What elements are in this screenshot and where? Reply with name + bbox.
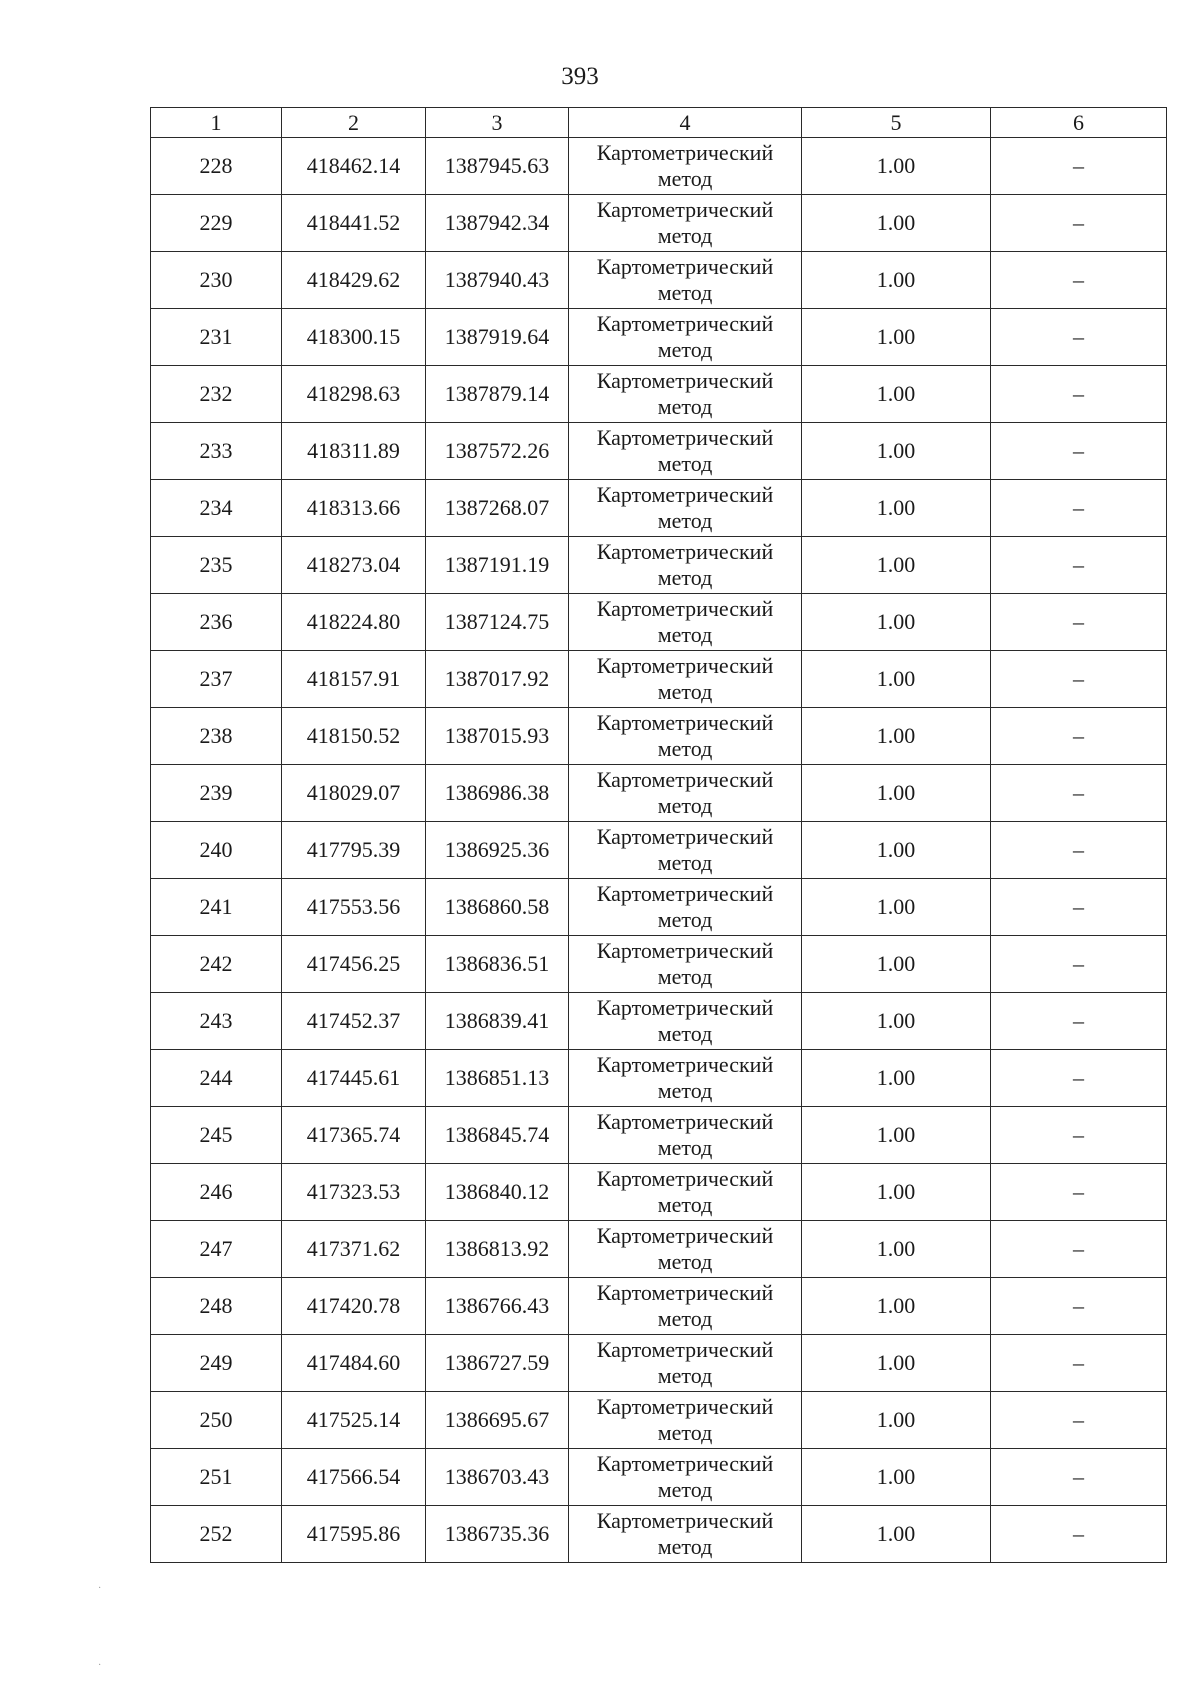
- method-line-2: метод: [657, 1078, 713, 1103]
- accuracy-cell: 1.00: [802, 1164, 991, 1221]
- point-number-cell: 232: [151, 366, 282, 423]
- note-cell: –: [991, 993, 1167, 1050]
- method-cell: [569, 765, 802, 822]
- scan-artifact: ·: [98, 1583, 102, 1594]
- point-number-cell: 236: [151, 594, 282, 651]
- x-coordinate-cell: 418273.04: [282, 537, 426, 594]
- point-number-cell: 243: [151, 993, 282, 1050]
- method-cell: [569, 651, 802, 708]
- method-line-1: Картометрический: [596, 767, 774, 792]
- table-row: [151, 1278, 1167, 1335]
- table-row: [151, 138, 1167, 195]
- method-line-2: метод: [657, 1135, 713, 1160]
- x-coordinate-cell: 417553.56: [282, 879, 426, 936]
- table-body: [151, 138, 1167, 1563]
- note-cell: –: [991, 252, 1167, 309]
- x-coordinate-cell: 418462.14: [282, 138, 426, 195]
- point-number-cell: 234: [151, 480, 282, 537]
- method-cell: [569, 879, 802, 936]
- method-cell: [569, 366, 802, 423]
- accuracy-cell: 1.00: [802, 138, 991, 195]
- table-row: [151, 1164, 1167, 1221]
- accuracy-cell: 1.00: [802, 195, 991, 252]
- x-coordinate-cell: 418441.52: [282, 195, 426, 252]
- method-cell: [569, 138, 802, 195]
- x-coordinate-cell: 417445.61: [282, 1050, 426, 1107]
- y-coordinate-cell: 1387945.63: [426, 138, 569, 195]
- method-cell: [569, 423, 802, 480]
- y-coordinate-cell: 1386727.59: [426, 1335, 569, 1392]
- y-coordinate-cell: 1386840.12: [426, 1164, 569, 1221]
- method-line-1: Картометрический: [596, 881, 774, 906]
- note-cell: –: [991, 195, 1167, 252]
- note-cell: –: [991, 594, 1167, 651]
- note-cell: –: [991, 1164, 1167, 1221]
- method-line-2: метод: [657, 1534, 713, 1559]
- note-cell: –: [991, 1278, 1167, 1335]
- accuracy-cell: 1.00: [802, 651, 991, 708]
- accuracy-cell: 1.00: [802, 1278, 991, 1335]
- method-cell: [569, 1392, 802, 1449]
- x-coordinate-cell: 418224.80: [282, 594, 426, 651]
- method-cell: [569, 1107, 802, 1164]
- note-cell: –: [991, 480, 1167, 537]
- table-row: [151, 1050, 1167, 1107]
- method-line-1: Картометрический: [596, 938, 774, 963]
- x-coordinate-cell: 417365.74: [282, 1107, 426, 1164]
- point-number-cell: 229: [151, 195, 282, 252]
- method-line-2: метод: [657, 964, 713, 989]
- note-cell: –: [991, 879, 1167, 936]
- y-coordinate-cell: 1387268.07: [426, 480, 569, 537]
- method-cell: [569, 1221, 802, 1278]
- table-row: [151, 594, 1167, 651]
- note-cell: –: [991, 309, 1167, 366]
- method-line-1: Картометрический: [596, 995, 774, 1020]
- method-line-2: метод: [657, 508, 713, 533]
- method-line-1: Картометрический: [596, 653, 774, 678]
- x-coordinate-cell: 417566.54: [282, 1449, 426, 1506]
- method-cell: [569, 1335, 802, 1392]
- note-cell: –: [991, 1506, 1167, 1563]
- table-row: [151, 879, 1167, 936]
- method-cell: [569, 936, 802, 993]
- x-coordinate-cell: 418029.07: [282, 765, 426, 822]
- header-col-2: 2: [282, 108, 426, 138]
- point-number-cell: 246: [151, 1164, 282, 1221]
- y-coordinate-cell: 1387879.14: [426, 366, 569, 423]
- method-cell: [569, 1164, 802, 1221]
- method-line-1: Картометрический: [596, 1280, 774, 1305]
- point-number-cell: 228: [151, 138, 282, 195]
- accuracy-cell: 1.00: [802, 708, 991, 765]
- note-cell: –: [991, 1335, 1167, 1392]
- method-cell: [569, 1506, 802, 1563]
- y-coordinate-cell: 1386836.51: [426, 936, 569, 993]
- note-cell: –: [991, 1392, 1167, 1449]
- method-line-1: Картометрический: [596, 1337, 774, 1362]
- y-coordinate-cell: 1386735.36: [426, 1506, 569, 1563]
- point-number-cell: 252: [151, 1506, 282, 1563]
- method-line-1: Картометрический: [596, 1166, 774, 1191]
- point-number-cell: 242: [151, 936, 282, 993]
- method-cell: [569, 309, 802, 366]
- accuracy-cell: 1.00: [802, 537, 991, 594]
- x-coordinate-cell: 417525.14: [282, 1392, 426, 1449]
- method-line-2: метод: [657, 1363, 713, 1388]
- header-col-5: 5: [802, 108, 991, 138]
- accuracy-cell: 1.00: [802, 936, 991, 993]
- point-number-cell: 251: [151, 1449, 282, 1506]
- point-number-cell: 247: [151, 1221, 282, 1278]
- note-cell: –: [991, 1449, 1167, 1506]
- x-coordinate-cell: 417595.86: [282, 1506, 426, 1563]
- table-row: [151, 822, 1167, 879]
- y-coordinate-cell: 1386851.13: [426, 1050, 569, 1107]
- method-cell: [569, 1278, 802, 1335]
- header-col-6: 6: [991, 108, 1167, 138]
- method-cell: [569, 708, 802, 765]
- header-col-3: 3: [426, 108, 569, 138]
- method-line-2: метод: [657, 223, 713, 248]
- y-coordinate-cell: 1386703.43: [426, 1449, 569, 1506]
- method-line-1: Картометрический: [596, 482, 774, 507]
- method-line-2: метод: [657, 1021, 713, 1046]
- method-cell: [569, 537, 802, 594]
- method-line-2: метод: [657, 565, 713, 590]
- x-coordinate-cell: 418429.62: [282, 252, 426, 309]
- y-coordinate-cell: 1387124.75: [426, 594, 569, 651]
- method-line-2: метод: [657, 1249, 713, 1274]
- method-line-2: метод: [657, 850, 713, 875]
- method-line-2: метод: [657, 1477, 713, 1502]
- table-row: [151, 480, 1167, 537]
- y-coordinate-cell: 1386813.92: [426, 1221, 569, 1278]
- note-cell: –: [991, 537, 1167, 594]
- x-coordinate-cell: 417452.37: [282, 993, 426, 1050]
- x-coordinate-cell: 417323.53: [282, 1164, 426, 1221]
- note-cell: –: [991, 765, 1167, 822]
- note-cell: –: [991, 651, 1167, 708]
- method-line-1: Картометрический: [596, 1052, 774, 1077]
- method-cell: [569, 594, 802, 651]
- y-coordinate-cell: 1387017.92: [426, 651, 569, 708]
- method-line-2: метод: [657, 1192, 713, 1217]
- table-row: [151, 423, 1167, 480]
- accuracy-cell: 1.00: [802, 1449, 991, 1506]
- y-coordinate-cell: 1387191.19: [426, 537, 569, 594]
- coordinates-table: [150, 107, 1167, 1563]
- point-number-cell: 231: [151, 309, 282, 366]
- accuracy-cell: 1.00: [802, 366, 991, 423]
- accuracy-cell: 1.00: [802, 765, 991, 822]
- method-line-2: метод: [657, 451, 713, 476]
- table-row: [151, 195, 1167, 252]
- y-coordinate-cell: 1387015.93: [426, 708, 569, 765]
- table-row: [151, 765, 1167, 822]
- method-cell: [569, 1050, 802, 1107]
- method-line-2: метод: [657, 679, 713, 704]
- point-number-cell: 230: [151, 252, 282, 309]
- point-number-cell: 237: [151, 651, 282, 708]
- method-line-2: метод: [657, 280, 713, 305]
- note-cell: –: [991, 366, 1167, 423]
- accuracy-cell: 1.00: [802, 1335, 991, 1392]
- x-coordinate-cell: 417420.78: [282, 1278, 426, 1335]
- x-coordinate-cell: 418311.89: [282, 423, 426, 480]
- accuracy-cell: 1.00: [802, 309, 991, 366]
- y-coordinate-cell: 1386986.38: [426, 765, 569, 822]
- x-coordinate-cell: 418300.15: [282, 309, 426, 366]
- accuracy-cell: 1.00: [802, 480, 991, 537]
- point-number-cell: 244: [151, 1050, 282, 1107]
- header-col-4: 4: [569, 108, 802, 138]
- table-row: [151, 1335, 1167, 1392]
- accuracy-cell: 1.00: [802, 993, 991, 1050]
- method-line-1: Картометрический: [596, 197, 774, 222]
- method-line-1: Картометрический: [596, 311, 774, 336]
- y-coordinate-cell: 1387942.34: [426, 195, 569, 252]
- point-number-cell: 250: [151, 1392, 282, 1449]
- y-coordinate-cell: 1387572.26: [426, 423, 569, 480]
- note-cell: –: [991, 936, 1167, 993]
- method-cell: [569, 480, 802, 537]
- accuracy-cell: 1.00: [802, 879, 991, 936]
- note-cell: –: [991, 708, 1167, 765]
- table-row: [151, 936, 1167, 993]
- table-row: [151, 651, 1167, 708]
- accuracy-cell: 1.00: [802, 1107, 991, 1164]
- x-coordinate-cell: 417371.62: [282, 1221, 426, 1278]
- header-col-1: 1: [151, 108, 282, 138]
- method-line-1: Картометрический: [596, 368, 774, 393]
- accuracy-cell: 1.00: [802, 594, 991, 651]
- table-row: [151, 537, 1167, 594]
- note-cell: –: [991, 1050, 1167, 1107]
- x-coordinate-cell: 418298.63: [282, 366, 426, 423]
- table-header: [151, 108, 1167, 138]
- method-line-1: Картометрический: [596, 824, 774, 849]
- table-row: [151, 309, 1167, 366]
- table-row: [151, 993, 1167, 1050]
- table-row: [151, 366, 1167, 423]
- accuracy-cell: 1.00: [802, 1392, 991, 1449]
- x-coordinate-cell: 418150.52: [282, 708, 426, 765]
- x-coordinate-cell: 417456.25: [282, 936, 426, 993]
- y-coordinate-cell: 1386860.58: [426, 879, 569, 936]
- x-coordinate-cell: 418157.91: [282, 651, 426, 708]
- point-number-cell: 233: [151, 423, 282, 480]
- point-number-cell: 240: [151, 822, 282, 879]
- table-row: [151, 1107, 1167, 1164]
- point-number-cell: 239: [151, 765, 282, 822]
- point-number-cell: 235: [151, 537, 282, 594]
- method-line-1: Картометрический: [596, 1109, 774, 1134]
- method-line-1: Картометрический: [596, 710, 774, 735]
- table-row: [151, 252, 1167, 309]
- table-row: [151, 1449, 1167, 1506]
- table-row: [151, 1392, 1167, 1449]
- method-line-1: Картометрический: [596, 1451, 774, 1476]
- method-line-2: метод: [657, 907, 713, 932]
- accuracy-cell: 1.00: [802, 1050, 991, 1107]
- method-cell: [569, 822, 802, 879]
- accuracy-cell: 1.00: [802, 423, 991, 480]
- method-line-1: Картометрический: [596, 140, 774, 165]
- header-row: [151, 108, 1167, 138]
- y-coordinate-cell: 1386695.67: [426, 1392, 569, 1449]
- y-coordinate-cell: 1387940.43: [426, 252, 569, 309]
- table-row: [151, 1506, 1167, 1563]
- point-number-cell: 248: [151, 1278, 282, 1335]
- y-coordinate-cell: 1386766.43: [426, 1278, 569, 1335]
- method-line-2: метод: [657, 1420, 713, 1445]
- note-cell: –: [991, 822, 1167, 879]
- method-cell: [569, 252, 802, 309]
- point-number-cell: 249: [151, 1335, 282, 1392]
- accuracy-cell: 1.00: [802, 252, 991, 309]
- note-cell: –: [991, 1221, 1167, 1278]
- method-line-2: метод: [657, 1306, 713, 1331]
- method-line-1: Картометрический: [596, 539, 774, 564]
- accuracy-cell: 1.00: [802, 1221, 991, 1278]
- method-line-2: метод: [657, 736, 713, 761]
- method-line-1: Картометрический: [596, 1508, 774, 1533]
- page-number: 393: [561, 63, 599, 90]
- method-line-1: Картометрический: [596, 596, 774, 621]
- note-cell: –: [991, 1107, 1167, 1164]
- scan-artifact: ·: [98, 1660, 102, 1671]
- y-coordinate-cell: 1387919.64: [426, 309, 569, 366]
- point-number-cell: 245: [151, 1107, 282, 1164]
- y-coordinate-cell: 1386925.36: [426, 822, 569, 879]
- method-line-1: Картометрический: [596, 1394, 774, 1419]
- method-line-2: метод: [657, 622, 713, 647]
- accuracy-cell: 1.00: [802, 822, 991, 879]
- x-coordinate-cell: 417795.39: [282, 822, 426, 879]
- table-row: [151, 1221, 1167, 1278]
- accuracy-cell: 1.00: [802, 1506, 991, 1563]
- method-line-2: метод: [657, 394, 713, 419]
- method-line-1: Картометрический: [596, 1223, 774, 1248]
- x-coordinate-cell: 418313.66: [282, 480, 426, 537]
- y-coordinate-cell: 1386839.41: [426, 993, 569, 1050]
- table-row: [151, 708, 1167, 765]
- note-cell: –: [991, 138, 1167, 195]
- method-cell: [569, 1449, 802, 1506]
- method-line-2: метод: [657, 337, 713, 362]
- method-line-1: Картометрический: [596, 254, 774, 279]
- x-coordinate-cell: 417484.60: [282, 1335, 426, 1392]
- point-number-cell: 241: [151, 879, 282, 936]
- note-cell: –: [991, 423, 1167, 480]
- method-cell: [569, 195, 802, 252]
- method-cell: [569, 993, 802, 1050]
- method-line-2: метод: [657, 793, 713, 818]
- y-coordinate-cell: 1386845.74: [426, 1107, 569, 1164]
- point-number-cell: 238: [151, 708, 282, 765]
- method-line-2: метод: [657, 166, 713, 191]
- method-line-1: Картометрический: [596, 425, 774, 450]
